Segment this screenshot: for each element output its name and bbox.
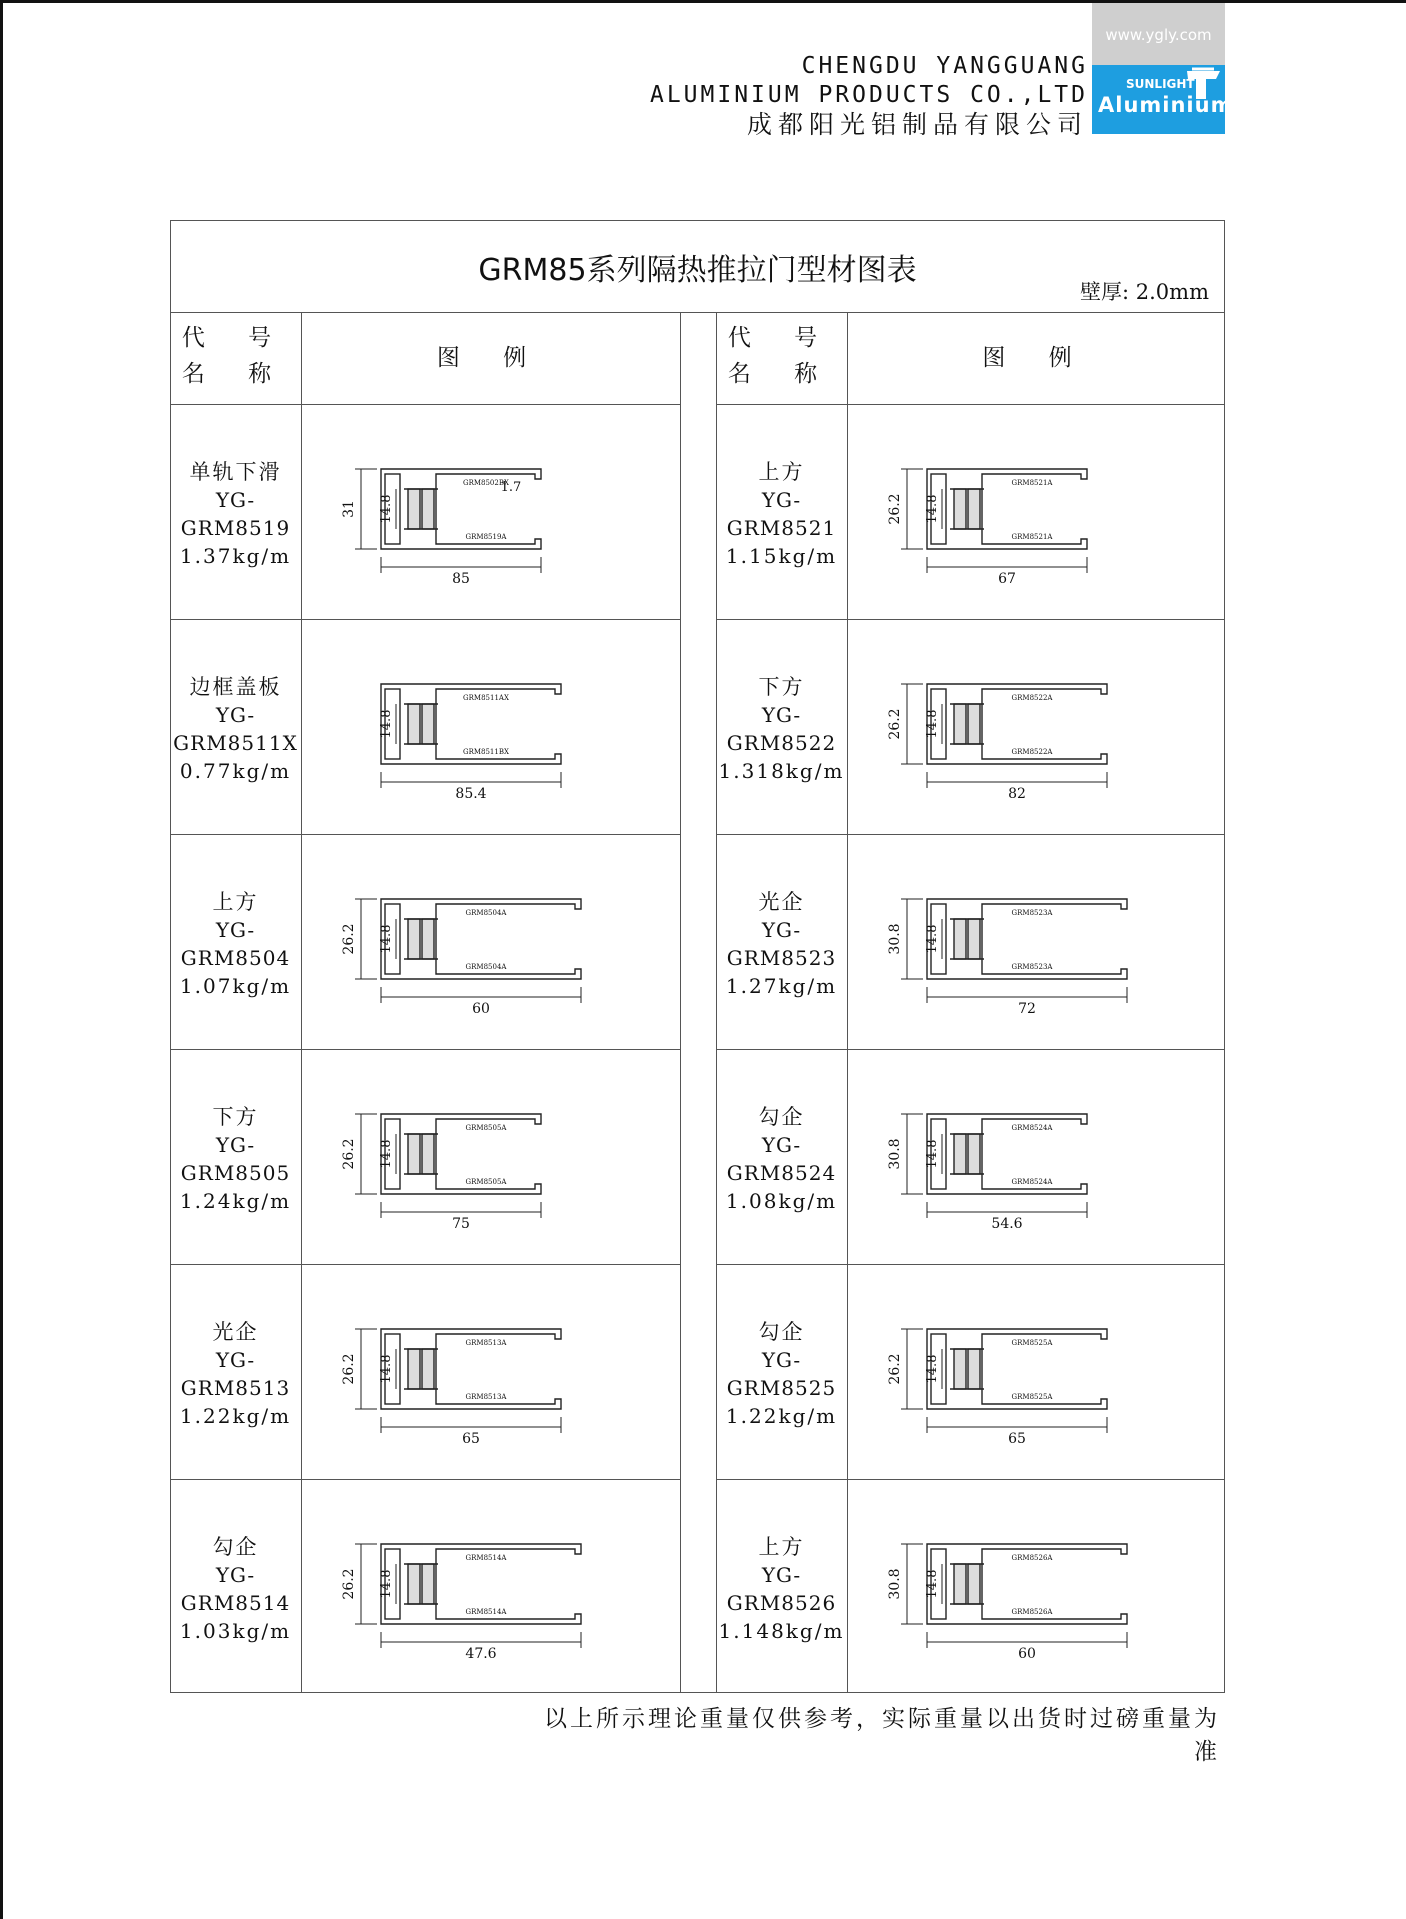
title-divider	[170, 312, 1225, 313]
profile-code: YG-GRM8513	[180, 1348, 291, 1400]
profile-name: 勾企	[758, 1320, 805, 1344]
profile-name: 上方	[758, 460, 805, 484]
profile-label	[170, 1318, 301, 1430]
width-dimension-label: 60	[472, 1001, 490, 1017]
table-title: GRM85系列隔热推拉门型材图表	[478, 253, 917, 288]
profile-section-svg	[847, 854, 1225, 1034]
strip-dimension-label: 14.8	[379, 924, 394, 954]
header-code-line1: 代 号	[181, 325, 290, 351]
header-drawing-right: 图 例	[982, 345, 1090, 371]
strip-dimension-label: 14.8	[379, 1139, 394, 1169]
company-name-en-1: CHENGDU YANGGUANG	[801, 53, 1088, 79]
thermal-strip-left	[408, 1564, 420, 1604]
wall-thickness: 壁厚: 2.0mm	[1080, 280, 1209, 304]
strip-dimension-label: 14.8	[379, 709, 394, 739]
profile-section-svg	[301, 639, 679, 819]
width-dimension-label: 54.6	[991, 1216, 1023, 1232]
width-dimension-label: 65	[1008, 1431, 1026, 1447]
strip-dimension-label: 14.8	[379, 494, 394, 524]
profile-name: 边框盖板	[189, 675, 282, 699]
company-name-cn: 成都阳光铝制品有限公司	[746, 110, 1088, 139]
row-divider	[170, 1049, 680, 1050]
profile-name: 上方	[212, 890, 259, 914]
website-url: www.ygly.com	[1092, 3, 1225, 65]
thermal-strip-right	[968, 1349, 980, 1389]
profile-weight: 1.318kg/m	[718, 759, 845, 783]
profile-label	[170, 673, 301, 785]
height-dimension-label: 26.2	[341, 1353, 357, 1385]
thermal-strip-right	[968, 1134, 980, 1174]
width-dimension-label: 72	[1018, 1001, 1036, 1017]
profile-weight: 1.03kg/m	[179, 1619, 292, 1643]
profile-section-svg	[847, 1284, 1225, 1464]
profile-drawing	[301, 1499, 679, 1679]
profile-code: YG-GRM8523	[726, 918, 837, 970]
profile-weight: 0.77kg/m	[179, 759, 292, 783]
thermal-strip-right	[968, 919, 980, 959]
header-code-line2: 名 称	[181, 361, 290, 387]
profile-drawing	[847, 1499, 1225, 1679]
thermal-strip-left	[408, 489, 420, 529]
width-dimension-label: 85	[452, 571, 470, 587]
row-divider	[170, 619, 680, 620]
thermal-strip-left	[954, 704, 966, 744]
logo-sub-text: SUNLIGHT	[1126, 77, 1195, 91]
logo-word-text: Aluminium	[1098, 93, 1234, 117]
thermal-strip-left	[954, 919, 966, 959]
part-code-bottom: GRM8505A	[465, 1178, 507, 1186]
thermal-strip-left	[408, 1134, 420, 1174]
row-divider	[716, 834, 1225, 835]
profile-name: 单轨下滑	[189, 460, 282, 484]
part-code-bottom: GRM8519A	[465, 533, 507, 541]
part-code-top: GRM8505A	[465, 1124, 507, 1132]
row-divider	[716, 1049, 1225, 1050]
part-code-top: GRM8521A	[1011, 479, 1053, 487]
profile-outline	[927, 1114, 1087, 1194]
height-dimension-label: 30.8	[887, 923, 903, 955]
part-code-top: GRM8522A	[1011, 694, 1053, 702]
profile-drawing	[847, 424, 1225, 604]
row-divider	[716, 1479, 1225, 1480]
profile-name: 勾企	[212, 1535, 259, 1559]
profile-weight: 1.15kg/m	[725, 544, 838, 568]
profile-label	[170, 888, 301, 1000]
part-code-top: GRM8524A	[1011, 1124, 1053, 1132]
thermal-strip-right	[968, 1564, 980, 1604]
part-code-top: GRM8511AX	[463, 694, 509, 702]
thermal-strip-left	[954, 489, 966, 529]
profile-section-svg	[847, 1499, 1225, 1679]
part-code-top: GRM8504A	[465, 909, 507, 917]
profile-outline	[381, 1114, 541, 1194]
thermal-strip-left	[954, 1564, 966, 1604]
strip-dimension-label: 14.8	[925, 1139, 940, 1169]
profile-drawing	[301, 1069, 679, 1249]
header-divider-left	[170, 404, 680, 405]
profile-name: 勾企	[758, 1105, 805, 1129]
height-dimension-label: 30.8	[887, 1138, 903, 1170]
row-divider	[170, 834, 680, 835]
profile-code: YG-GRM8521	[726, 488, 837, 540]
profile-drawing	[847, 639, 1225, 819]
width-dimension-label: 75	[452, 1216, 470, 1232]
thermal-strip-left	[408, 704, 420, 744]
part-code-bottom: GRM8521A	[1011, 533, 1053, 541]
profile-code: YG-GRM8511X	[173, 703, 298, 755]
profile-section-svg	[301, 1069, 679, 1249]
profile-label	[716, 1103, 847, 1215]
part-code-bottom: GRM8513A	[465, 1393, 507, 1401]
row-divider	[170, 1264, 680, 1265]
profile-label	[716, 1533, 847, 1645]
profile-weight: 1.08kg/m	[725, 1189, 838, 1213]
part-code-top: GRM8502BX	[463, 479, 509, 487]
part-code-top: GRM8525A	[1011, 1339, 1053, 1347]
thermal-strip-left	[954, 1134, 966, 1174]
profile-drawing	[847, 854, 1225, 1034]
profile-section-svg	[301, 1284, 679, 1464]
profile-weight: 1.22kg/m	[179, 1404, 292, 1428]
profile-drawing	[301, 854, 679, 1034]
strip-dimension-label: 14.8	[925, 1354, 940, 1384]
profile-label	[716, 1318, 847, 1430]
strip-dimension-label: 14.8	[925, 924, 940, 954]
width-dimension-label: 65	[462, 1431, 480, 1447]
logo-badge	[1092, 65, 1234, 134]
part-code-bottom: GRM8524A	[1011, 1178, 1053, 1186]
profile-drawing	[301, 639, 679, 819]
row-divider	[716, 619, 1225, 620]
thermal-strip-right	[968, 489, 980, 529]
header-code-line1: 代 号	[727, 325, 836, 351]
height-dimension-label: 26.2	[341, 1138, 357, 1170]
footer-note: 以上所示理论重量仅供参考，实际重量以出货时过磅重量为准	[544, 1706, 1220, 1765]
profile-code: YG-GRM8524	[726, 1133, 837, 1185]
thermal-strip-right	[422, 1564, 434, 1604]
height-dimension-label: 26.2	[887, 1353, 903, 1385]
thermal-strip-right	[422, 1134, 434, 1174]
part-code-bottom: GRM8504A	[465, 963, 507, 971]
page-border-left	[0, 0, 3, 1919]
profile-weight: 1.27kg/m	[725, 974, 838, 998]
profile-name: 下方	[212, 1105, 259, 1129]
height-dimension-label: 26.2	[341, 923, 357, 955]
part-code-bottom: GRM8526A	[1011, 1608, 1053, 1616]
width-dimension-label: 82	[1008, 786, 1026, 802]
thermal-strip-right	[968, 704, 980, 744]
company-name-en-2: ALUMINIUM PRODUCTS CO.,LTD	[649, 82, 1088, 108]
row-divider	[170, 1479, 680, 1480]
part-code-top: GRM8526A	[1011, 1554, 1053, 1562]
profile-weight: 1.37kg/m	[179, 544, 292, 568]
company-header	[650, 52, 1088, 139]
profile-section-svg	[847, 1069, 1225, 1249]
profile-drawing	[847, 1069, 1225, 1249]
header-divider-right	[716, 404, 1225, 405]
thermal-strip-left	[954, 1349, 966, 1389]
profile-label	[716, 888, 847, 1000]
profile-name: 光企	[212, 1320, 259, 1344]
thermal-strip-left	[408, 1349, 420, 1389]
profile-name: 上方	[758, 1535, 805, 1559]
part-code-bottom: GRM8511BX	[463, 748, 509, 756]
profile-code: YG-GRM8525	[726, 1348, 837, 1400]
height-dimension-label: 26.2	[341, 1568, 357, 1600]
header-code-left	[170, 320, 301, 392]
profile-drawing	[301, 424, 679, 604]
wall-dimension-label: 1.7	[500, 480, 522, 495]
profile-section-svg	[847, 424, 1225, 604]
profile-section-svg	[301, 854, 679, 1034]
strip-dimension-label: 14.8	[925, 1569, 940, 1599]
profile-label	[170, 1103, 301, 1215]
profile-section-svg	[301, 1499, 679, 1679]
profile-name: 光企	[758, 890, 805, 914]
width-dimension-label: 60	[1018, 1646, 1036, 1662]
profile-label	[170, 1533, 301, 1645]
profile-weight: 1.22kg/m	[725, 1404, 838, 1428]
height-dimension-label: 26.2	[887, 708, 903, 740]
height-dimension-label: 31	[341, 500, 357, 518]
header-code-right	[716, 320, 847, 392]
profile-code: YG-GRM8522	[726, 703, 837, 755]
strip-dimension-label: 14.8	[379, 1569, 394, 1599]
width-dimension-label: 85.4	[455, 786, 487, 802]
profile-weight: 1.24kg/m	[179, 1189, 292, 1213]
row-divider	[716, 1264, 1225, 1265]
height-dimension-label: 26.2	[887, 493, 903, 525]
profile-code: YG-GRM8519	[180, 488, 291, 540]
thermal-strip-right	[422, 1349, 434, 1389]
profile-code: YG-GRM8514	[180, 1563, 291, 1615]
profile-code: YG-GRM8526	[726, 1563, 837, 1615]
width-dimension-label: 67	[998, 571, 1016, 587]
profile-code: YG-GRM8504	[180, 918, 291, 970]
profile-label	[716, 673, 847, 785]
profile-section-svg	[301, 424, 679, 604]
part-code-bottom: GRM8525A	[1011, 1393, 1053, 1401]
part-code-top: GRM8513A	[465, 1339, 507, 1347]
strip-dimension-label: 14.8	[925, 494, 940, 524]
profile-label	[716, 458, 847, 570]
thermal-strip-right	[422, 704, 434, 744]
part-code-bottom: GRM8514A	[465, 1608, 507, 1616]
part-code-bottom: GRM8523A	[1011, 963, 1053, 971]
profile-code: YG-GRM8505	[180, 1133, 291, 1185]
col-divider-left-edge	[680, 312, 681, 1693]
profile-name: 下方	[758, 675, 805, 699]
thermal-strip-left	[408, 919, 420, 959]
profile-outline	[927, 469, 1087, 549]
profile-table	[170, 220, 1225, 1693]
profile-drawing	[847, 1284, 1225, 1464]
height-dimension-label: 30.8	[887, 1568, 903, 1600]
header-drawing-left: 图 例	[436, 345, 545, 371]
strip-dimension-label: 14.8	[925, 709, 940, 739]
profile-label	[170, 458, 301, 570]
part-code-bottom: GRM8522A	[1011, 748, 1053, 756]
width-dimension-label: 47.6	[465, 1646, 497, 1662]
profile-section-svg	[847, 639, 1225, 819]
company-logo	[1092, 3, 1234, 134]
profile-drawing	[301, 1284, 679, 1464]
header-code-line2: 名 称	[727, 361, 836, 387]
thermal-strip-right	[422, 489, 434, 529]
thermal-strip-right	[422, 919, 434, 959]
part-code-top: GRM8514A	[465, 1554, 507, 1562]
part-code-top: GRM8523A	[1011, 909, 1053, 917]
profile-weight: 1.07kg/m	[179, 974, 292, 998]
strip-dimension-label: 14.8	[379, 1354, 394, 1384]
profile-weight: 1.148kg/m	[718, 1619, 845, 1643]
